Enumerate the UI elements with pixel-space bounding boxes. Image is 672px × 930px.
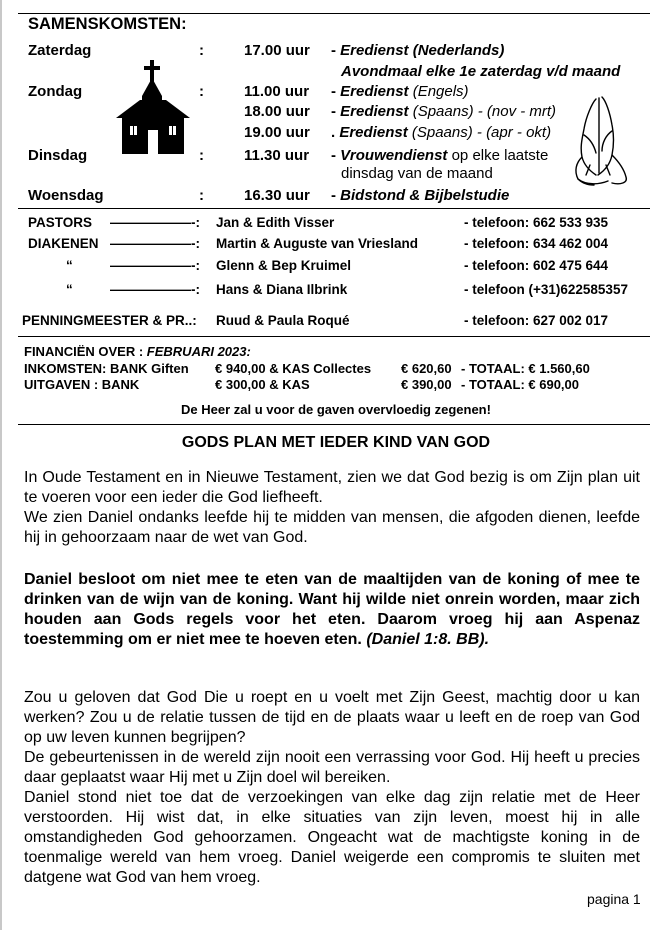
colon: : — [199, 83, 204, 100]
time-sunday-1: 11.00 uur — [244, 83, 310, 100]
phone-treasurer: - telefoon: 627 002 017 — [464, 313, 609, 328]
expenses-total: - TOTAAL: € 690,00 — [461, 377, 579, 392]
paragraph: We zien Daniel ondanks leefde hij te midden van mensen, die afgoden dienen, leefde hij in gehoorzaam naar de wet van God. — [24, 509, 640, 546]
event-sunday-1: - Eredienst (Engels) — [331, 83, 469, 100]
role-treasurer: PENNINGMEESTER & PR..: — [22, 313, 197, 328]
event-wednesday: - Bidstond & Bijbelstudie — [331, 187, 510, 204]
phone-diakenen-3: - telefoon (+31)622585357 — [464, 282, 628, 297]
day-tuesday: Dinsdag — [28, 147, 88, 164]
colon: : — [199, 42, 204, 59]
time-wednesday: 16.30 uur — [244, 187, 310, 204]
expenses-kas: € 390,00 — [401, 377, 452, 392]
colon: : — [199, 187, 204, 204]
section-rule — [18, 208, 650, 209]
event-sunday-3: . Eredienst (Spaans) - (apr - okt) — [331, 124, 552, 141]
praying-hands-icon — [572, 95, 634, 187]
paragraph: In Oude Testament en in Nieuwe Testament, zien we dat God bezig is om Zijn plan uit te voeren voor een ieder die God liefheeft. — [24, 469, 640, 506]
finance-heading: FINANCIËN OVER : FEBRUARI 2023: — [24, 344, 251, 359]
time-saturday: 17.00 uur — [244, 42, 310, 59]
phone-diakenen-1: - telefoon: 634 462 004 — [464, 236, 609, 251]
expenses-label: UITGAVEN : BANK — [24, 377, 140, 392]
names-diakenen-1: Martin & Auguste van Vriesland — [216, 236, 419, 251]
article-title: GODS PLAN MET IEDER KIND VAN GOD — [181, 434, 491, 451]
top-rule — [18, 13, 650, 14]
paragraph: Zou u geloven dat God Die u roept en u voelt met Zijn Geest, machtig door u kan werken? Zou u de relatie tussen de tijd en de plaats waar u leeft en de roep van God op uw leven kunnen begrijpen? — [24, 689, 640, 746]
ditto-mark: “ — [66, 258, 73, 273]
role-diakenen: DIAKENEN — [28, 236, 99, 251]
quote-reference: (Daniel 1:8. BB). — [366, 631, 490, 648]
phone-pastors: - telefoon: 662 533 935 — [464, 215, 609, 230]
section-rule — [18, 424, 650, 425]
names-treasurer: Ruud & Paula Roqué — [216, 313, 350, 328]
article-body-intro — [24, 468, 640, 548]
event-tuesday: - Vrouwendienst op elke laatste — [331, 147, 549, 164]
names-diakenen-2: Glenn & Bep Kruimel — [216, 258, 352, 273]
phone-diakenen-2: - telefoon: 602 475 644 — [464, 258, 609, 273]
page-edge — [0, 0, 2, 930]
paragraph: De gebeurtenissen in de wereld zijn nooit een verrassing voor God. Hij heeft u precies daar geplaatst waar Hij met u Zijn doel wil bereiken. — [24, 749, 640, 786]
event-tuesday-extra: dinsdag van de maand — [341, 165, 493, 182]
income-kas: € 620,60 — [401, 361, 452, 376]
article-body-main — [24, 688, 640, 888]
event-saturday: - Eredienst (Nederlands) — [331, 42, 505, 59]
bible-quote: Daniel besloot om niet mee te eten van de maaltijden van de koning of mee te drinken van de wijn van de koning. Want hij wilde niet onrein worden, maar zich houden aan Gods regels voor het eten. Daarom vroeg hij aan Aspenaz toestemming om er niet mee te hoeven eten. (Daniel 1:8. BB). — [24, 571, 640, 648]
income-total: - TOTAAL: € 1.560,60 — [461, 361, 590, 376]
schedule-heading: SAMENSKOMSTEN: — [28, 15, 187, 33]
day-saturday: Zaterdag — [28, 42, 92, 59]
day-wednesday: Woensdag — [28, 187, 104, 204]
event-saturday-extra: Avondmaal elke 1e zaterdag v/d maand — [341, 63, 621, 80]
page-number: pagina 1 — [587, 891, 641, 907]
event-sunday-2: - Eredienst (Spaans) - (nov - mrt) — [331, 103, 557, 120]
leader-line: ——————-: — [110, 215, 200, 230]
church-icon — [114, 60, 192, 156]
names-diakenen-3: Hans & Diana Ilbrink — [216, 282, 348, 297]
leader-line: ——————-: — [110, 258, 200, 273]
time-sunday-2: 18.00 uur — [244, 103, 310, 120]
leader-line: ——————-: — [110, 282, 200, 297]
time-sunday-3: 19.00 uur — [244, 124, 310, 141]
role-pastors: PASTORS — [28, 215, 93, 230]
time-tuesday: 11.30 uur — [244, 147, 310, 164]
income-label: INKOMSTEN: BANK Giften — [24, 361, 189, 376]
colon: : — [199, 147, 204, 164]
ditto-mark: “ — [66, 282, 73, 297]
blessing-text: De Heer zal u voor de gaven overvloedig zegenen! — [181, 402, 491, 417]
names-pastors: Jan & Edith Visser — [216, 215, 335, 230]
section-rule — [18, 336, 650, 337]
leader-line: ——————-: — [110, 236, 200, 251]
paragraph: Daniel stond niet toe dat de verzoekingen van elke dag zijn relatie met de Heer verstoorden. Hij wist dat, in elke situaties van zijn leven, moest hij in alle omstandigheden God gehoorzamen. Ongeacht wat de machtigste koning in de toenmalige wereld van hem vroeg. Daniel weigerde een compromis te sluiten met datgene wat God van hem vroeg. — [24, 789, 640, 886]
day-sunday: Zondag — [28, 83, 83, 100]
income-bank: € 940,00 & KAS Collectes — [215, 361, 372, 376]
expenses-bank: € 300,00 & KAS — [215, 377, 310, 392]
